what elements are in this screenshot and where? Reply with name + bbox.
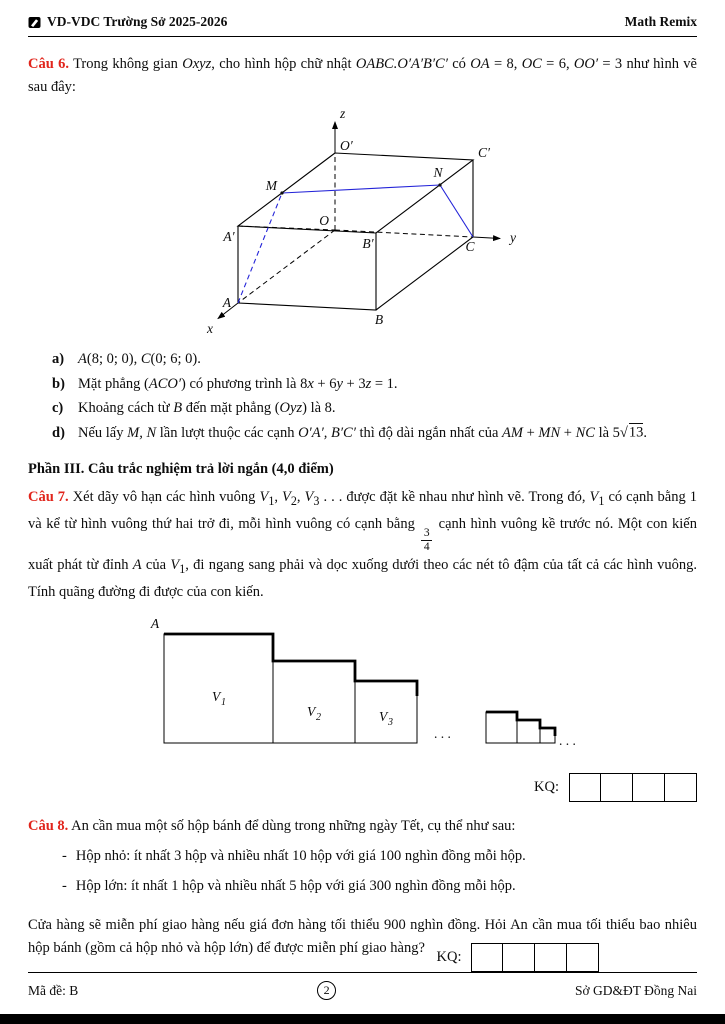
label-C-prime: C′: [477, 145, 490, 160]
label-V2: V: [307, 704, 316, 720]
footer-rule: [28, 972, 697, 973]
ellipsis-end: . . .: [559, 733, 576, 749]
bullet-text: Hộp nhỏ: ít nhất 3 hộp và nhiều nhất 10 hộp với giá 100 nghìn đồng mỗi hộp.: [75, 848, 526, 865]
page-header: [28, 0, 697, 30]
label-A-prime: A′: [222, 229, 235, 244]
question-7-label: Câu 7.: [28, 489, 69, 505]
part-iii-heading: Phần III. Câu trắc nghiệm trả lời ngắn (4,0 điểm): [28, 461, 334, 477]
q6-item-b: [28, 372, 697, 397]
bullet-marker: -: [62, 878, 67, 895]
answer-cell: [567, 943, 599, 972]
question-7-text: Xét dãy vô hạn các hình vuông $V_1$, $V_2$, $V_3$ . . . được đặt kề nhau như hình vẽ. Trong đó, $V_1$ có cạnh bằng 1 và kể từ hình vuông thứ hai trở đi, mỗi hình vuông có cạnh bằng $\frac{3}{4}$ cạnh hình vuông kề trước nó. Một con kiến xuất phát từ đỉnh A của $V_1$, đi ngang sang phải và dọc xuống dưới theo các nét tô đậm của tất cả các hình vuông. Tính quãng đường đi được của con kiến.: [28, 489, 698, 601]
label-N: N: [432, 165, 443, 180]
path-AMNC: [238, 185, 473, 303]
label-V1-sub: 1: [221, 697, 226, 709]
q8-answer-boxes: [471, 943, 599, 972]
logo-icon: [28, 16, 41, 29]
item-label: d): [52, 424, 65, 441]
coordinate-axes: [218, 122, 500, 319]
label-A: A: [222, 295, 231, 310]
label-z-axis: z: [339, 106, 345, 121]
bullet-text: Hộp lớn: ít nhất 1 hộp và nhiều nhất 5 hộp với giá 300 nghìn đồng mỗi hộp.: [75, 878, 516, 895]
box-3d-figure: [198, 103, 528, 338]
item-text: A(8; 0; 0), C(0; 6; 0).: [78, 351, 201, 367]
question-8-paragraph: [28, 815, 697, 838]
item-label: a): [52, 351, 65, 367]
bullet-marker: -: [62, 848, 67, 865]
label-y-axis: y: [509, 230, 516, 245]
q7-answer-row: [28, 773, 697, 802]
question-6-text: Trong không gian Oxyz, cho hình hộp chữ nhật OABC.O′A′B′C′ có OA = 8, OC = 6, OO′ = 3 như hình vẽ sau đây:: [28, 56, 697, 95]
label-V2-sub: 2: [316, 712, 321, 724]
label-O: O: [318, 213, 329, 228]
header-rule: [28, 36, 697, 37]
item-text: Mặt phẳng (ACO′) có phương trình là 8x + 6y + 3z = 1.: [78, 375, 398, 392]
q6-item-a: [28, 347, 697, 372]
answer-cell: [535, 943, 567, 972]
point-N: [438, 183, 441, 186]
kq-label: KQ:: [436, 949, 462, 966]
item-label: c): [52, 400, 64, 416]
label-x-axis: x: [206, 321, 213, 336]
item-label: b): [52, 375, 65, 392]
label-V3-sub: 3: [388, 717, 393, 729]
q8-bullet-large-box: [62, 875, 697, 898]
label-V3: V: [379, 709, 388, 725]
q6-item-c: [28, 396, 697, 421]
answer-cell: [665, 773, 697, 802]
item-text: Nếu lấy M, N lần lượt thuộc các cạnh O′A′, B′C′ thì độ dài ngắn nhất của AM + MN + NC là 5√13.: [78, 424, 648, 441]
answer-cell: [569, 773, 601, 802]
q6-figure-wrap: [28, 103, 697, 343]
header-left: [28, 14, 227, 30]
answer-cell: [503, 943, 535, 972]
question-6-label: Câu 6.: [28, 56, 69, 72]
question-8-text: An cần mua một số hộp bánh để dùng trong những ngày Tết, cụ thể như sau:: [71, 818, 516, 835]
page-number: 2: [317, 981, 336, 1000]
page-footer: [28, 972, 697, 1000]
label-M: M: [265, 178, 277, 193]
label-O-prime: O′: [339, 138, 353, 153]
q8-bullet-small-box: [62, 845, 697, 868]
q6-items: [28, 347, 697, 445]
question-8: [28, 815, 697, 972]
answer-cell: [633, 773, 665, 802]
question-7-paragraph: [28, 486, 697, 604]
question-6: [28, 53, 697, 445]
header-title: VD-VDC Trường Sở 2025-2026: [47, 14, 228, 29]
label-B: B: [374, 312, 383, 327]
bottom-edge-bar: [0, 1014, 725, 1024]
squares-figure: [146, 616, 711, 756]
footer-department: Sở GD&ĐT Đồng Nai: [574, 982, 697, 998]
question-7: [28, 486, 697, 802]
kq-label: KQ:: [534, 779, 559, 796]
label-V1: V: [212, 689, 221, 705]
q6-item-d: [28, 421, 697, 446]
q7-figure-wrap: [146, 616, 697, 761]
footer-row: [28, 981, 697, 1000]
item-text: Khoảng cách từ B đến mặt phẳng (Oyz) là 8.: [78, 400, 336, 416]
q8-closing-paragraph: [28, 914, 697, 972]
label-C: C: [464, 239, 475, 254]
q8-answer-row: [437, 943, 599, 972]
header-brand: Math Remix: [624, 14, 697, 29]
answer-cell: [601, 773, 633, 802]
footer-exam-code: Mã đề: B: [28, 982, 79, 998]
answer-cell: [471, 943, 503, 972]
ellipsis-mid: . . .: [434, 726, 451, 742]
label-B-prime: B′: [361, 236, 374, 251]
point-M: [280, 191, 283, 194]
question-6-paragraph: [28, 53, 697, 99]
question-8-label: Câu 8.: [28, 818, 69, 835]
ant-path: [164, 634, 555, 736]
q7-answer-boxes: [569, 773, 697, 802]
square-outlines: [164, 634, 555, 743]
q8-closing-text: Cửa hàng sẽ miễn phí giao hàng nếu giá đơn hàng tối thiểu 900 nghìn đồng. Hỏi An cần mua tối thiểu bao nhiêu hộp bánh (gồm cả hộp nhỏ và hộp lớn) để được miễn phí giao hàng?: [28, 917, 697, 957]
label-A-vertex: A: [150, 616, 160, 632]
